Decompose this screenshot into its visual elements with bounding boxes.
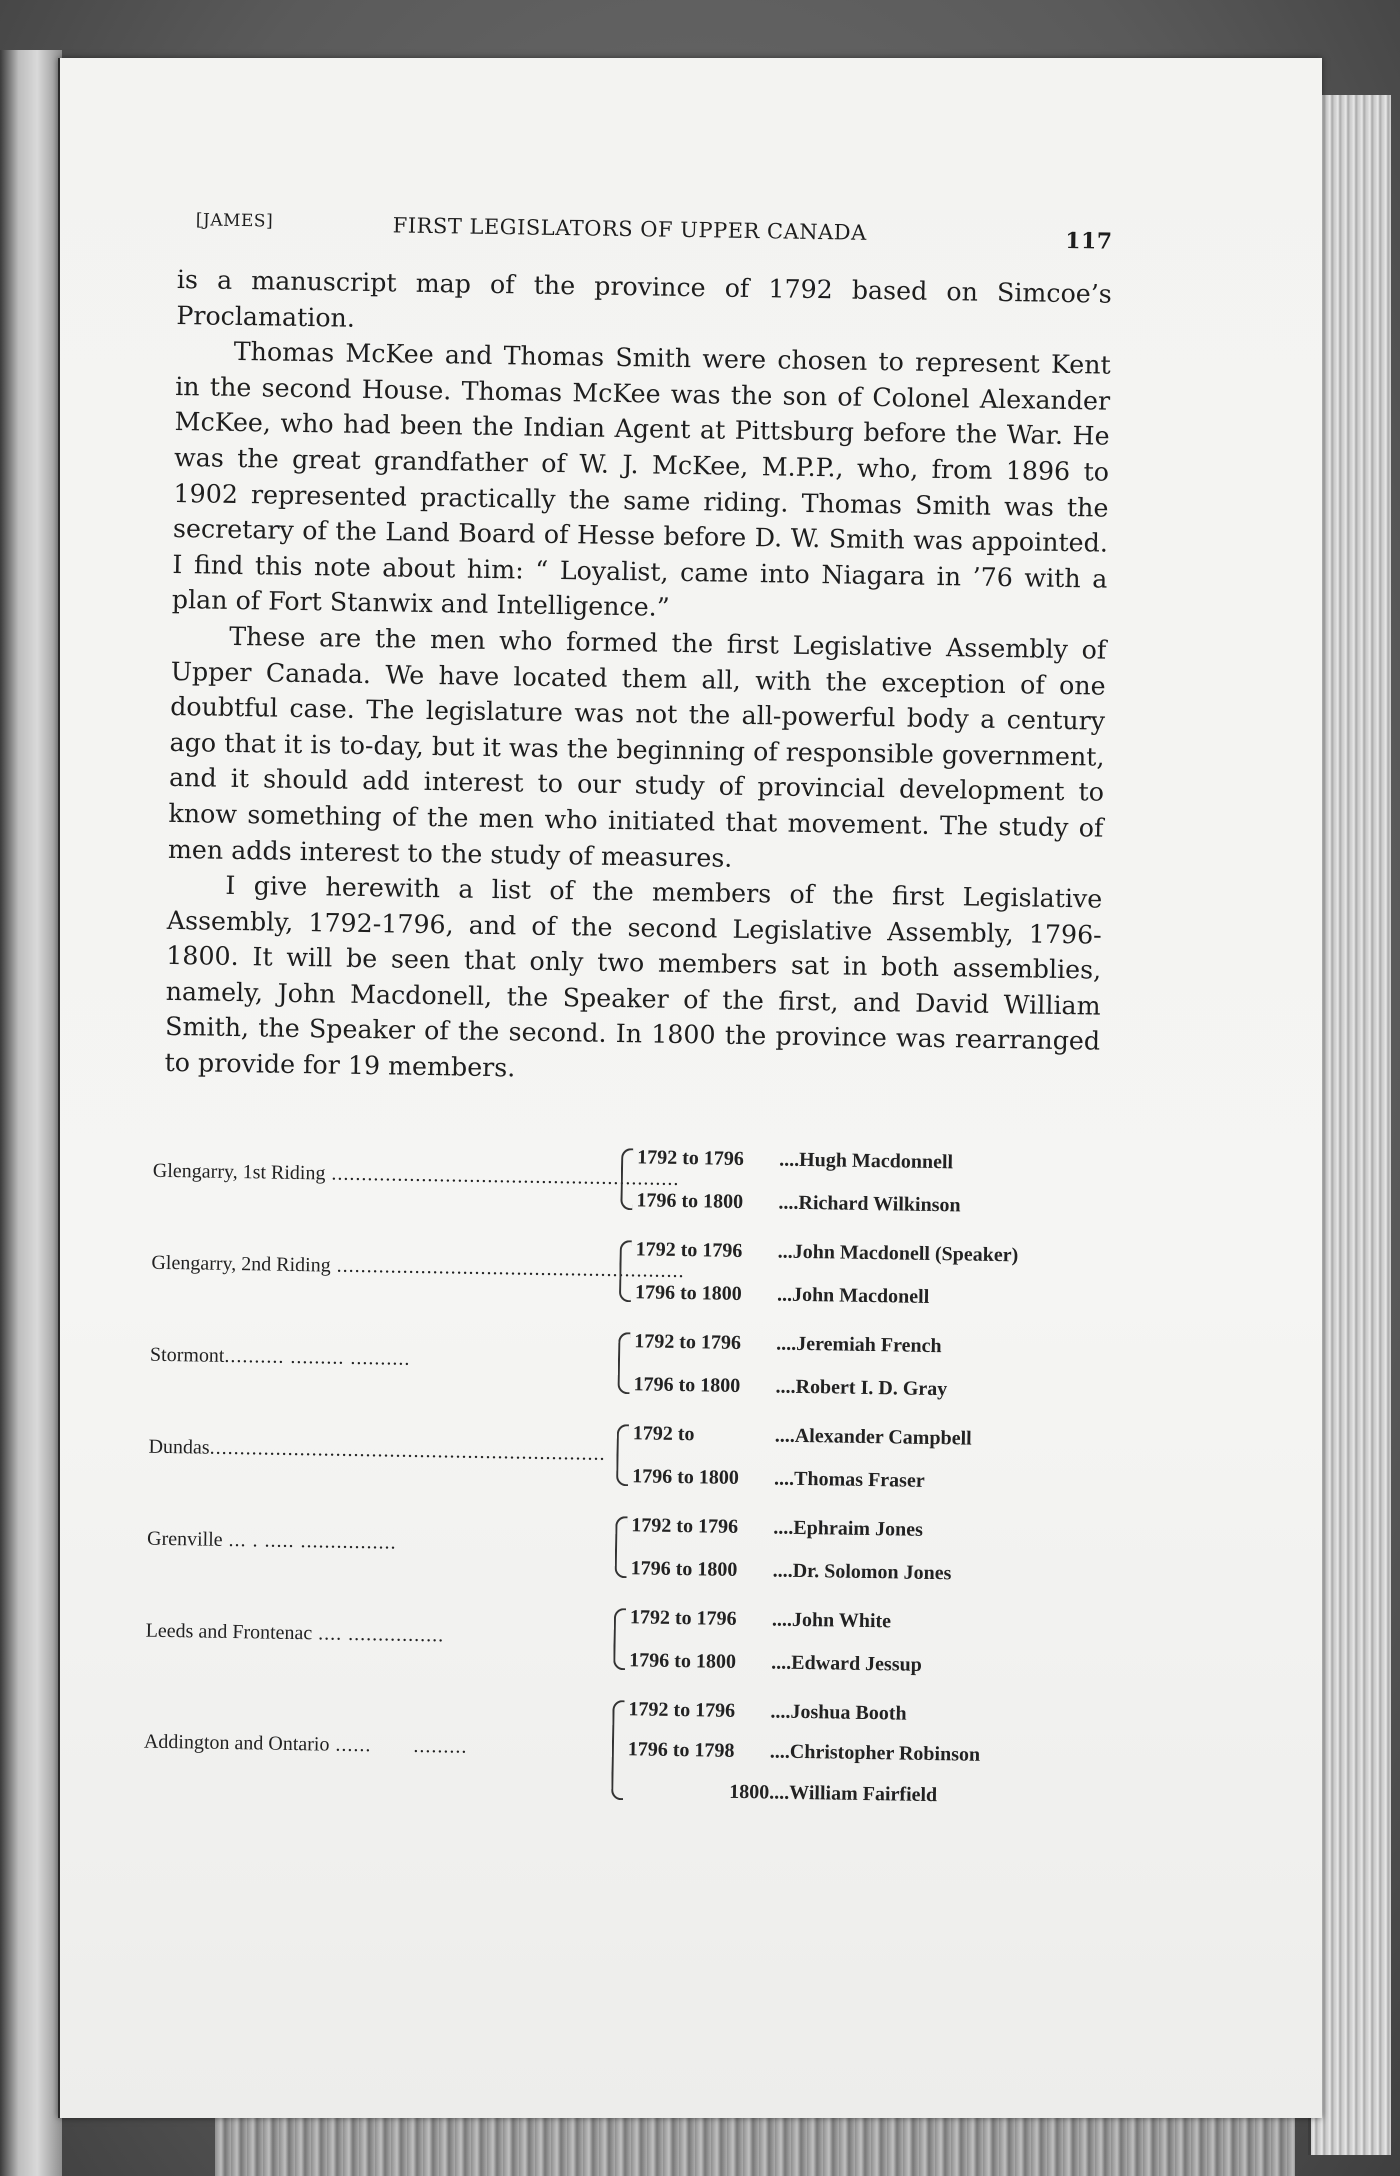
member-name: Ephraim Jones [793,1516,924,1541]
term-years: 1796 to 1800 [634,1280,742,1305]
term-years: 1796 to 1800 [631,1464,740,1489]
term: 1792 to 1796 ... John Macdonell (Speaker) [635,1237,1019,1266]
terms [632,1420,972,1495]
member-name: Joshua Booth [790,1700,907,1725]
term: 1792 to 1796 .... Joshua Booth [628,1697,907,1725]
riding-row [143,1688,1090,1811]
riding-name: Addington and Ontario ...... ......... [143,1730,468,1758]
term-years: 1796 to 1800 [633,1372,741,1397]
member-name: John Macdonell [791,1283,930,1308]
brace [613,1608,626,1670]
term: 1792 to 1796 .... John White [629,1605,892,1633]
page-content [143,210,1113,1811]
brace [611,1700,625,1800]
riding-name: Stormont.......... ......... .......... [149,1343,411,1370]
terms [627,1696,981,1810]
term: 1792 to .... Alexander Campbell [632,1421,972,1450]
member-name: Edward Jessup [791,1651,923,1676]
term-years: 1792 to 1796 [629,1605,737,1630]
term: 1796 to 1800 .... Robert I. D. Gray [633,1372,948,1400]
riding-row [152,1136,1098,1221]
paragraph: Thomas McKee and Thomas Smith were chosen to represent Kent in the second House. Thomas McKee was the son of Colonel Alexander McKee, who had been the Indian Agent at Pittsburg before the War. He was the great grandfather of W. J. McKee, M.P.P., who, from 1896 to 1902 represented practically the same riding. Thomas Smith was the secretary of the Land Board of Hesse before D. W. Smith was appointed. I find this note about him: “ Loyalist, came into Niagara in ’76 with a plan of Fort Stanwix and Intelligence.” [171,337,1111,623]
brace [620,1148,633,1210]
term: 1796 to 1800 .... Edward Jessup [629,1648,923,1676]
term: 1796 to 1800 .... Richard Wilkinson [636,1188,961,1217]
running-title: FIRST LEGISLATORS OF UPPER CANADA [392,213,867,245]
term-years: 1792 to 1796 [635,1237,743,1262]
term-years: 1792 to 1796 [637,1145,745,1170]
term-years: 1800 [729,1780,770,1804]
term-years: 1792 to 1796 [628,1697,736,1722]
term-years: 1792 to [632,1421,695,1445]
member-name: William Fairfield [789,1781,938,1806]
brace [615,1516,628,1578]
term-years: 1796 to 1800 [629,1648,737,1673]
riding-row [148,1412,1094,1497]
member-list [143,1136,1098,1811]
term-years: 1796 to 1800 [636,1188,744,1213]
member-name: Alexander Campbell [794,1424,972,1450]
riding-name: Glengarry, 1st Riding .......................................................... [152,1159,680,1191]
riding-row [147,1504,1093,1589]
member-name: Dr. Solomon Jones [792,1559,952,1584]
term: 1800 .... William Fairfield [627,1779,980,1808]
brace [619,1240,632,1302]
riding-name: Dundas.................................................................. [148,1435,606,1466]
brace [617,1332,630,1394]
riding-row [149,1320,1095,1405]
terms [629,1604,923,1679]
member-name: John Macdonell (Speaker) [792,1240,1019,1266]
member-name: Christopher Robinson [789,1740,981,1766]
member-name: Hugh Macdonnell [798,1148,954,1173]
term: 1792 to 1796 .... Jeremiah French [634,1329,942,1357]
riding-name: Grenville ... . ..... ................ [146,1527,397,1554]
terms [633,1328,948,1403]
terms [636,1144,961,1219]
riding-name: Leeds and Frontenac .... ................ [145,1619,445,1647]
term: 1796 to 1798 .... Christopher Robinson [627,1738,981,1766]
riding-name: Glengarry, 2nd Riding .......................................................... [151,1251,685,1283]
member-name: John White [791,1608,892,1633]
term-years: 1796 to 1800 [630,1556,738,1581]
term: 1796 to 1800 .... Thomas Fraser [631,1464,925,1492]
term: 1796 to 1800 .... Dr. Solomon Jones [630,1556,952,1584]
riding-row [151,1228,1097,1313]
member-name: Robert I. D. Gray [795,1375,948,1400]
paragraph: I give herewith a list of the members of the first Legislative Assembly, 1792-1796, and of the second Legislative Assembly, 1796-1800. It will be seen that only two members sat in both assemblies, namely, John Macdonell, the Speaker of the first, and David William Smith, the Speaker of the second. In 1800 the province was rearranged to provide for 19 members. [164,870,1103,1083]
brace [616,1424,629,1486]
term: 1792 to 1796 .... Hugh Macdonnell [637,1145,954,1173]
term: 1792 to 1796 .... Ephraim Jones [631,1513,924,1541]
riding-row [145,1596,1091,1681]
paragraph: These are the men who formed the first Legislative Assembly of Upper Canada. We have located them all, with the exception of one doubtful case. The legislature was not the all-powerful body a century ago that it is to-day, but it was the beginning of responsible government, and it should add interest to our study of provincial development to know something of the men who initiated that movement. The study of men adds interest to the study of measures. [167,621,1107,873]
terms [631,1512,953,1587]
term-years: 1792 to 1796 [634,1329,742,1354]
paragraph: is a manuscript map of the province of 1792 based on Simcoe’s Proclamation. [176,264,1113,333]
term-years: 1796 to 1798 [627,1738,735,1763]
running-author: [JAMES] [195,210,274,232]
term: 1796 to 1800 ... John Macdonell [634,1280,930,1308]
member-name: Thomas Fraser [793,1467,925,1492]
page-number: 117 [1064,227,1113,255]
term-years: 1792 to 1796 [631,1513,739,1538]
bottom-page-edges [215,2110,1295,2176]
terms [635,1236,1019,1312]
member-name: Richard Wilkinson [798,1191,961,1217]
member-name: Jeremiah French [796,1332,942,1357]
facing-page-edge [0,50,62,2176]
